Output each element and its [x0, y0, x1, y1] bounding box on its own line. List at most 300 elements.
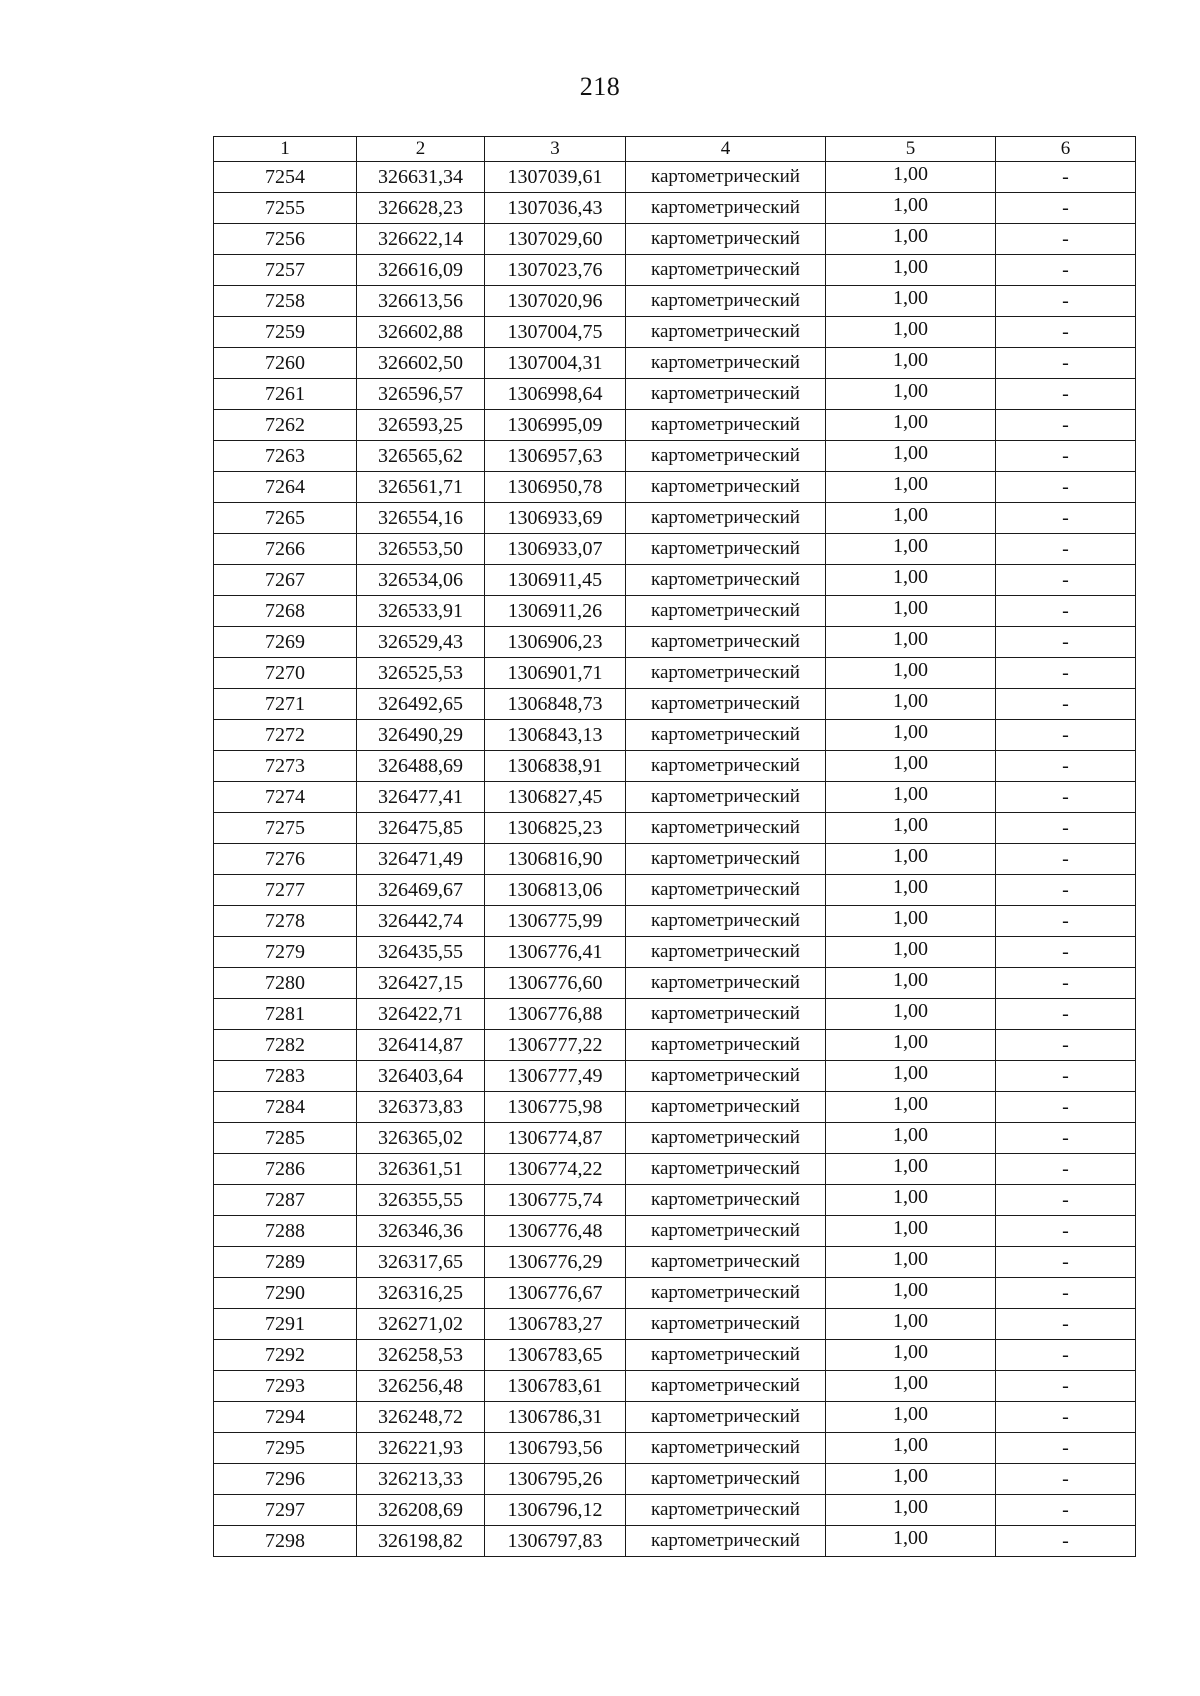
point-number-cell: 7271 — [214, 689, 357, 720]
table-row — [214, 565, 1136, 596]
error-cell: 1,00 — [826, 689, 996, 720]
y-coordinate-cell: 1306783,65 — [485, 1340, 626, 1371]
y-coordinate-cell: 1306911,45 — [485, 565, 626, 596]
note-cell: - — [996, 255, 1136, 286]
y-coordinate-cell: 1307036,43 — [485, 193, 626, 224]
error-cell: 1,00 — [826, 1092, 996, 1123]
note-cell: - — [996, 379, 1136, 410]
table-row — [214, 286, 1136, 317]
point-number-cell: 7256 — [214, 224, 357, 255]
table-row — [214, 348, 1136, 379]
table-row — [214, 1123, 1136, 1154]
table-row — [214, 1061, 1136, 1092]
y-coordinate-cell: 1306793,56 — [485, 1433, 626, 1464]
table-row — [214, 193, 1136, 224]
method-cell: картометрический — [626, 472, 826, 503]
error-cell: 1,00 — [826, 596, 996, 627]
error-cell: 1,00 — [826, 1340, 996, 1371]
x-coordinate-cell: 326561,71 — [357, 472, 485, 503]
table-row — [214, 1185, 1136, 1216]
method-cell: картометрический — [626, 844, 826, 875]
point-number-cell: 7269 — [214, 627, 357, 658]
y-coordinate-cell: 1306825,23 — [485, 813, 626, 844]
error-cell: 1,00 — [826, 1526, 996, 1557]
note-cell: - — [996, 999, 1136, 1030]
method-cell: картометрический — [626, 1464, 826, 1495]
y-coordinate-cell: 1307004,75 — [485, 317, 626, 348]
point-number-cell: 7279 — [214, 937, 357, 968]
table-row — [214, 844, 1136, 875]
x-coordinate-cell: 326317,65 — [357, 1247, 485, 1278]
method-cell: картометрический — [626, 1216, 826, 1247]
note-cell: - — [996, 596, 1136, 627]
error-cell: 1,00 — [826, 286, 996, 317]
y-coordinate-cell: 1306795,26 — [485, 1464, 626, 1495]
point-number-cell: 7258 — [214, 286, 357, 317]
error-cell: 1,00 — [826, 782, 996, 813]
y-coordinate-cell: 1306998,64 — [485, 379, 626, 410]
x-coordinate-cell: 326198,82 — [357, 1526, 485, 1557]
method-cell: картометрический — [626, 1309, 826, 1340]
y-coordinate-cell: 1306783,27 — [485, 1309, 626, 1340]
x-coordinate-cell: 326554,16 — [357, 503, 485, 534]
x-coordinate-cell: 326256,48 — [357, 1371, 485, 1402]
point-number-cell: 7297 — [214, 1495, 357, 1526]
table-row — [214, 1433, 1136, 1464]
point-number-cell: 7293 — [214, 1371, 357, 1402]
y-coordinate-cell: 1307039,61 — [485, 162, 626, 193]
note-cell: - — [996, 782, 1136, 813]
error-cell: 1,00 — [826, 720, 996, 751]
x-coordinate-cell: 326365,02 — [357, 1123, 485, 1154]
x-coordinate-cell: 326435,55 — [357, 937, 485, 968]
y-coordinate-cell: 1306786,31 — [485, 1402, 626, 1433]
y-coordinate-cell: 1307029,60 — [485, 224, 626, 255]
method-cell: картометрический — [626, 937, 826, 968]
table-row — [214, 689, 1136, 720]
error-cell: 1,00 — [826, 1309, 996, 1340]
note-cell: - — [996, 1464, 1136, 1495]
x-coordinate-cell: 326373,83 — [357, 1092, 485, 1123]
y-coordinate-cell: 1306783,61 — [485, 1371, 626, 1402]
table-body — [214, 162, 1136, 1557]
note-cell: - — [996, 348, 1136, 379]
y-coordinate-cell: 1306776,41 — [485, 937, 626, 968]
table-row — [214, 627, 1136, 658]
method-cell: картометрический — [626, 1371, 826, 1402]
x-coordinate-cell: 326628,23 — [357, 193, 485, 224]
table-row — [214, 1092, 1136, 1123]
y-coordinate-cell: 1306995,09 — [485, 410, 626, 441]
error-cell: 1,00 — [826, 1464, 996, 1495]
error-cell: 1,00 — [826, 1495, 996, 1526]
method-cell: картометрический — [626, 1123, 826, 1154]
note-cell: - — [996, 1309, 1136, 1340]
error-cell: 1,00 — [826, 658, 996, 689]
x-coordinate-cell: 326565,62 — [357, 441, 485, 472]
y-coordinate-cell: 1306775,74 — [485, 1185, 626, 1216]
method-cell: картометрический — [626, 1495, 826, 1526]
error-cell: 1,00 — [826, 410, 996, 441]
table-row — [214, 1402, 1136, 1433]
method-cell: картометрический — [626, 224, 826, 255]
error-cell: 1,00 — [826, 999, 996, 1030]
x-coordinate-cell: 326593,25 — [357, 410, 485, 441]
point-number-cell: 7278 — [214, 906, 357, 937]
method-cell: картометрический — [626, 1340, 826, 1371]
method-cell: картометрический — [626, 534, 826, 565]
x-coordinate-cell: 326427,15 — [357, 968, 485, 999]
note-cell: - — [996, 1433, 1136, 1464]
note-cell: - — [996, 627, 1136, 658]
method-cell: картометрический — [626, 627, 826, 658]
method-cell: картометрический — [626, 503, 826, 534]
note-cell: - — [996, 720, 1136, 751]
table-row — [214, 999, 1136, 1030]
x-coordinate-cell: 326613,56 — [357, 286, 485, 317]
x-coordinate-cell: 326248,72 — [357, 1402, 485, 1433]
point-number-cell: 7270 — [214, 658, 357, 689]
point-number-cell: 7289 — [214, 1247, 357, 1278]
y-coordinate-cell: 1306950,78 — [485, 472, 626, 503]
method-cell: картометрический — [626, 255, 826, 286]
method-cell: картометрический — [626, 1154, 826, 1185]
table-row — [214, 813, 1136, 844]
point-number-cell: 7291 — [214, 1309, 357, 1340]
table-row — [214, 255, 1136, 286]
point-number-cell: 7288 — [214, 1216, 357, 1247]
error-cell: 1,00 — [826, 534, 996, 565]
x-coordinate-cell: 326492,65 — [357, 689, 485, 720]
point-number-cell: 7259 — [214, 317, 357, 348]
table-row — [214, 472, 1136, 503]
y-coordinate-cell: 1307004,31 — [485, 348, 626, 379]
point-number-cell: 7254 — [214, 162, 357, 193]
y-coordinate-cell: 1306848,73 — [485, 689, 626, 720]
x-coordinate-cell: 326553,50 — [357, 534, 485, 565]
note-cell: - — [996, 1247, 1136, 1278]
y-coordinate-cell: 1306911,26 — [485, 596, 626, 627]
method-cell: картометрический — [626, 658, 826, 689]
note-cell: - — [996, 813, 1136, 844]
method-cell: картометрический — [626, 751, 826, 782]
y-coordinate-cell: 1306775,98 — [485, 1092, 626, 1123]
method-cell: картометрический — [626, 1061, 826, 1092]
method-cell: картометрический — [626, 1030, 826, 1061]
method-cell: картометрический — [626, 441, 826, 472]
point-number-cell: 7266 — [214, 534, 357, 565]
coordinates-table — [213, 136, 1136, 1557]
y-coordinate-cell: 1306776,60 — [485, 968, 626, 999]
x-coordinate-cell: 326316,25 — [357, 1278, 485, 1309]
error-cell: 1,00 — [826, 968, 996, 999]
point-number-cell: 7287 — [214, 1185, 357, 1216]
table-row — [214, 1464, 1136, 1495]
note-cell: - — [996, 1526, 1136, 1557]
x-coordinate-cell: 326208,69 — [357, 1495, 485, 1526]
error-cell: 1,00 — [826, 751, 996, 782]
error-cell: 1,00 — [826, 1402, 996, 1433]
table-row — [214, 162, 1136, 193]
point-number-cell: 7265 — [214, 503, 357, 534]
y-coordinate-cell: 1306777,22 — [485, 1030, 626, 1061]
y-coordinate-cell: 1306843,13 — [485, 720, 626, 751]
table-row — [214, 1309, 1136, 1340]
y-coordinate-cell: 1306775,99 — [485, 906, 626, 937]
y-coordinate-cell: 1307023,76 — [485, 255, 626, 286]
error-cell: 1,00 — [826, 348, 996, 379]
table-row — [214, 441, 1136, 472]
table-row — [214, 596, 1136, 627]
point-number-cell: 7267 — [214, 565, 357, 596]
note-cell: - — [996, 875, 1136, 906]
table-row — [214, 658, 1136, 689]
note-cell: - — [996, 534, 1136, 565]
point-number-cell: 7261 — [214, 379, 357, 410]
y-coordinate-cell: 1307020,96 — [485, 286, 626, 317]
x-coordinate-cell: 326442,74 — [357, 906, 485, 937]
x-coordinate-cell: 326346,36 — [357, 1216, 485, 1247]
note-cell: - — [996, 844, 1136, 875]
note-cell: - — [996, 503, 1136, 534]
method-cell: картометрический — [626, 1526, 826, 1557]
note-cell: - — [996, 906, 1136, 937]
x-coordinate-cell: 326616,09 — [357, 255, 485, 286]
method-cell: картометрический — [626, 317, 826, 348]
error-cell: 1,00 — [826, 1185, 996, 1216]
point-number-cell: 7283 — [214, 1061, 357, 1092]
x-coordinate-cell: 326475,85 — [357, 813, 485, 844]
y-coordinate-cell: 1306816,90 — [485, 844, 626, 875]
error-cell: 1,00 — [826, 1278, 996, 1309]
note-cell: - — [996, 658, 1136, 689]
y-coordinate-cell: 1306776,88 — [485, 999, 626, 1030]
error-cell: 1,00 — [826, 1216, 996, 1247]
method-cell: картометрический — [626, 689, 826, 720]
error-cell: 1,00 — [826, 503, 996, 534]
x-coordinate-cell: 326488,69 — [357, 751, 485, 782]
error-cell: 1,00 — [826, 1030, 996, 1061]
y-coordinate-cell: 1306838,91 — [485, 751, 626, 782]
x-coordinate-cell: 326271,02 — [357, 1309, 485, 1340]
error-cell: 1,00 — [826, 224, 996, 255]
table-row — [214, 410, 1136, 441]
x-coordinate-cell: 326534,06 — [357, 565, 485, 596]
x-coordinate-cell: 326533,91 — [357, 596, 485, 627]
note-cell: - — [996, 286, 1136, 317]
note-cell: - — [996, 410, 1136, 441]
note-cell: - — [996, 1061, 1136, 1092]
table-row — [214, 782, 1136, 813]
x-coordinate-cell: 326622,14 — [357, 224, 485, 255]
table-row — [214, 968, 1136, 999]
x-coordinate-cell: 326469,67 — [357, 875, 485, 906]
note-cell: - — [996, 1216, 1136, 1247]
point-number-cell: 7286 — [214, 1154, 357, 1185]
point-number-cell: 7277 — [214, 875, 357, 906]
table-row — [214, 751, 1136, 782]
y-coordinate-cell: 1306776,29 — [485, 1247, 626, 1278]
method-cell: картометрический — [626, 1433, 826, 1464]
table-row — [214, 1278, 1136, 1309]
y-coordinate-cell: 1306796,12 — [485, 1495, 626, 1526]
note-cell: - — [996, 1185, 1136, 1216]
point-number-cell: 7257 — [214, 255, 357, 286]
method-cell: картометрический — [626, 999, 826, 1030]
y-coordinate-cell: 1306827,45 — [485, 782, 626, 813]
method-cell: картометрический — [626, 193, 826, 224]
y-coordinate-cell: 1306901,71 — [485, 658, 626, 689]
point-number-cell: 7290 — [214, 1278, 357, 1309]
y-coordinate-cell: 1306777,49 — [485, 1061, 626, 1092]
point-number-cell: 7280 — [214, 968, 357, 999]
note-cell: - — [996, 162, 1136, 193]
column-header: 3 — [485, 137, 626, 162]
error-cell: 1,00 — [826, 875, 996, 906]
point-number-cell: 7282 — [214, 1030, 357, 1061]
note-cell: - — [996, 1278, 1136, 1309]
method-cell: картометрический — [626, 782, 826, 813]
error-cell: 1,00 — [826, 1247, 996, 1278]
note-cell: - — [996, 1154, 1136, 1185]
table-row — [214, 1340, 1136, 1371]
error-cell: 1,00 — [826, 193, 996, 224]
note-cell: - — [996, 751, 1136, 782]
x-coordinate-cell: 326596,57 — [357, 379, 485, 410]
point-number-cell: 7255 — [214, 193, 357, 224]
column-header: 2 — [357, 137, 485, 162]
error-cell: 1,00 — [826, 844, 996, 875]
column-header: 5 — [826, 137, 996, 162]
error-cell: 1,00 — [826, 906, 996, 937]
page-number: 218 — [579, 72, 621, 101]
table-row — [214, 1030, 1136, 1061]
note-cell: - — [996, 317, 1136, 348]
error-cell: 1,00 — [826, 162, 996, 193]
y-coordinate-cell: 1306957,63 — [485, 441, 626, 472]
x-coordinate-cell: 326414,87 — [357, 1030, 485, 1061]
point-number-cell: 7260 — [214, 348, 357, 379]
y-coordinate-cell: 1306906,23 — [485, 627, 626, 658]
y-coordinate-cell: 1306933,07 — [485, 534, 626, 565]
point-number-cell: 7281 — [214, 999, 357, 1030]
table-row — [214, 534, 1136, 565]
point-number-cell: 7294 — [214, 1402, 357, 1433]
method-cell: картометрический — [626, 1402, 826, 1433]
note-cell: - — [996, 1030, 1136, 1061]
error-cell: 1,00 — [826, 1371, 996, 1402]
error-cell: 1,00 — [826, 1154, 996, 1185]
table-row — [214, 720, 1136, 751]
point-number-cell: 7263 — [214, 441, 357, 472]
point-number-cell: 7274 — [214, 782, 357, 813]
table-row — [214, 906, 1136, 937]
x-coordinate-cell: 326529,43 — [357, 627, 485, 658]
point-number-cell: 7262 — [214, 410, 357, 441]
x-coordinate-cell: 326258,53 — [357, 1340, 485, 1371]
method-cell: картометрический — [626, 968, 826, 999]
point-number-cell: 7292 — [214, 1340, 357, 1371]
x-coordinate-cell: 326602,50 — [357, 348, 485, 379]
table-row — [214, 224, 1136, 255]
table-row — [214, 875, 1136, 906]
method-cell: картометрический — [626, 1185, 826, 1216]
point-number-cell: 7285 — [214, 1123, 357, 1154]
x-coordinate-cell: 326422,71 — [357, 999, 485, 1030]
method-cell: картометрический — [626, 1092, 826, 1123]
method-cell: картометрический — [626, 720, 826, 751]
note-cell: - — [996, 224, 1136, 255]
method-cell: картометрический — [626, 565, 826, 596]
table-row — [214, 1154, 1136, 1185]
method-cell: картометрический — [626, 1278, 826, 1309]
error-cell: 1,00 — [826, 472, 996, 503]
y-coordinate-cell: 1306776,67 — [485, 1278, 626, 1309]
x-coordinate-cell: 326477,41 — [357, 782, 485, 813]
method-cell: картометрический — [626, 410, 826, 441]
x-coordinate-cell: 326490,29 — [357, 720, 485, 751]
error-cell: 1,00 — [826, 1123, 996, 1154]
note-cell: - — [996, 968, 1136, 999]
method-cell: картометрический — [626, 906, 826, 937]
note-cell: - — [996, 1123, 1136, 1154]
note-cell: - — [996, 937, 1136, 968]
table-row — [214, 1526, 1136, 1557]
method-cell: картометрический — [626, 1247, 826, 1278]
method-cell: картометрический — [626, 875, 826, 906]
y-coordinate-cell: 1306774,22 — [485, 1154, 626, 1185]
error-cell: 1,00 — [826, 565, 996, 596]
note-cell: - — [996, 193, 1136, 224]
table-row — [214, 1247, 1136, 1278]
method-cell: картометрический — [626, 348, 826, 379]
table-row — [214, 1371, 1136, 1402]
point-number-cell: 7298 — [214, 1526, 357, 1557]
note-cell: - — [996, 1371, 1136, 1402]
point-number-cell: 7276 — [214, 844, 357, 875]
error-cell: 1,00 — [826, 937, 996, 968]
y-coordinate-cell: 1306933,69 — [485, 503, 626, 534]
note-cell: - — [996, 1340, 1136, 1371]
x-coordinate-cell: 326213,33 — [357, 1464, 485, 1495]
method-cell: картометрический — [626, 596, 826, 627]
method-cell: картометрический — [626, 162, 826, 193]
table-header-row — [214, 137, 1136, 162]
method-cell: картометрический — [626, 813, 826, 844]
note-cell: - — [996, 1402, 1136, 1433]
error-cell: 1,00 — [826, 813, 996, 844]
table-row — [214, 937, 1136, 968]
method-cell: картометрический — [626, 286, 826, 317]
point-number-cell: 7284 — [214, 1092, 357, 1123]
table-row — [214, 317, 1136, 348]
point-number-cell: 7272 — [214, 720, 357, 751]
point-number-cell: 7268 — [214, 596, 357, 627]
x-coordinate-cell: 326471,49 — [357, 844, 485, 875]
column-header: 6 — [996, 137, 1136, 162]
method-cell: картометрический — [626, 379, 826, 410]
x-coordinate-cell: 326221,93 — [357, 1433, 485, 1464]
table-row — [214, 1495, 1136, 1526]
error-cell: 1,00 — [826, 1433, 996, 1464]
table-row — [214, 1216, 1136, 1247]
x-coordinate-cell: 326631,34 — [357, 162, 485, 193]
point-number-cell: 7295 — [214, 1433, 357, 1464]
table-row — [214, 379, 1136, 410]
table-row — [214, 503, 1136, 534]
note-cell: - — [996, 472, 1136, 503]
note-cell: - — [996, 441, 1136, 472]
